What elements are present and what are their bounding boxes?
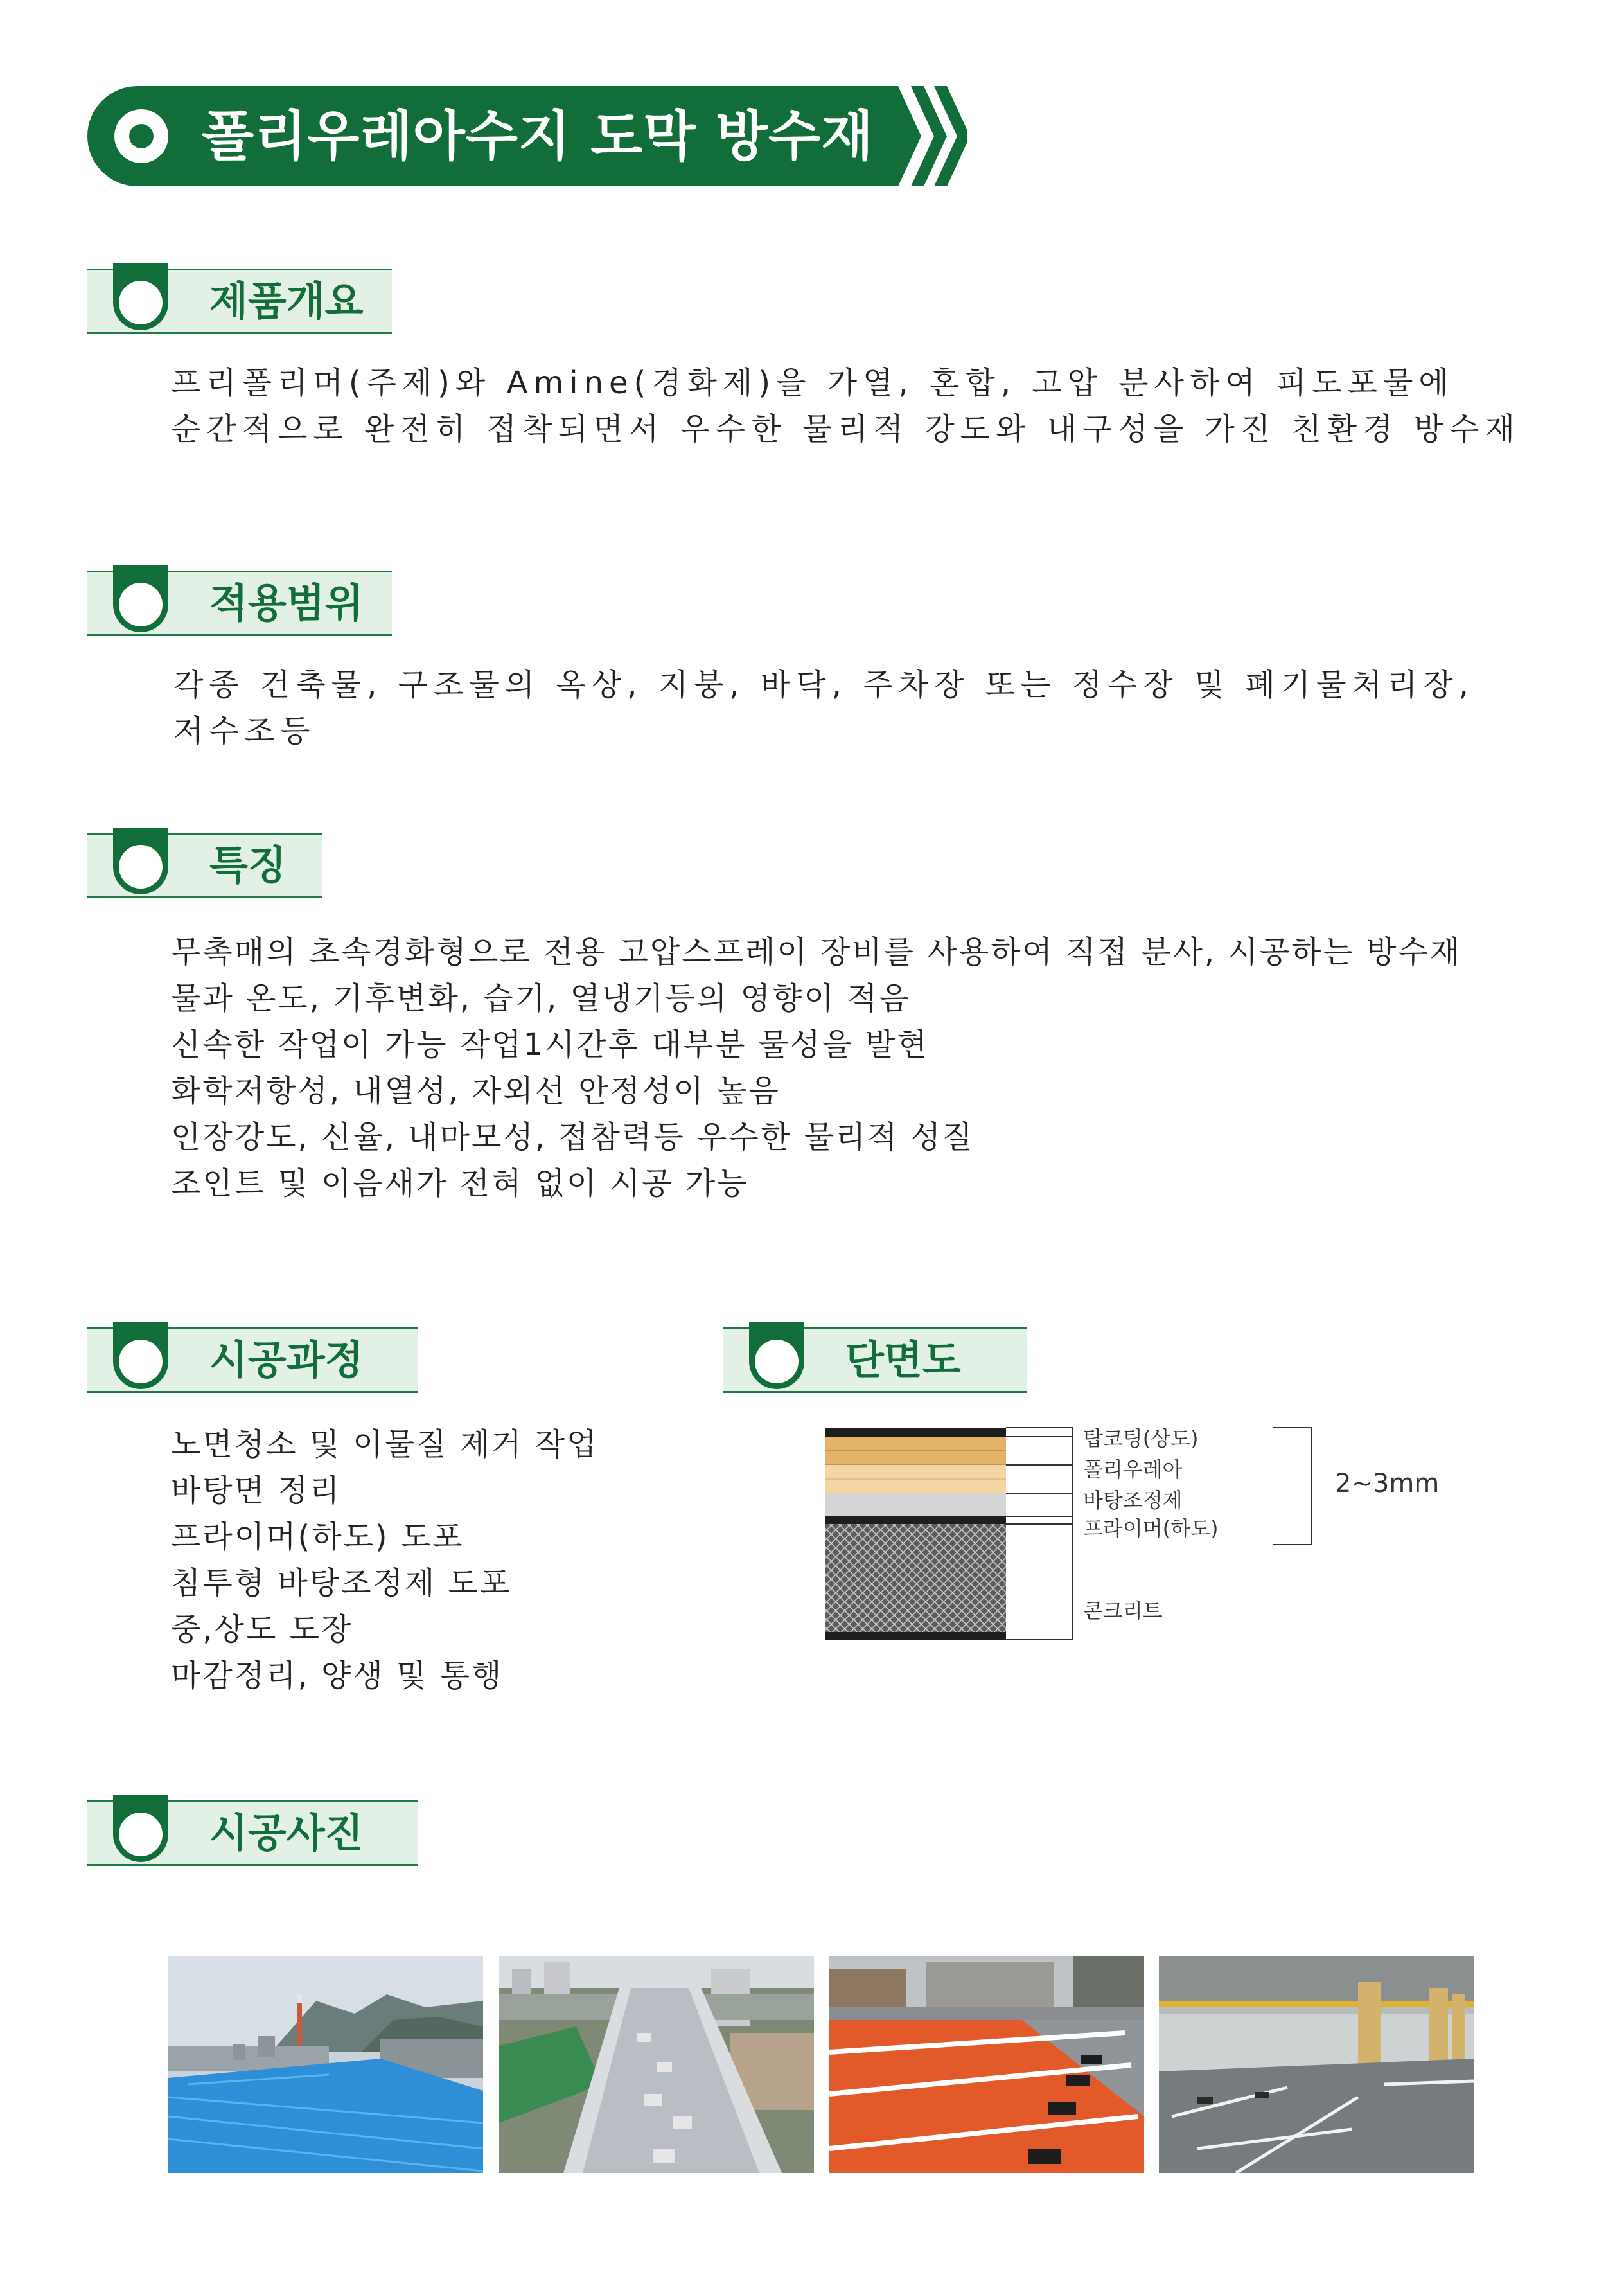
thickness-label: 2~3mm bbox=[1335, 1469, 1440, 1498]
section-header-cross-section bbox=[723, 1322, 1027, 1394]
layer-label-base-adjuster: 바탕조정제 bbox=[1083, 1488, 1183, 1512]
layer-label-primer: 프라이머(하도) bbox=[1083, 1516, 1219, 1541]
section-title: 적용범위 bbox=[209, 580, 364, 626]
section-header-photos bbox=[87, 1795, 418, 1867]
section-header-scope bbox=[87, 565, 392, 637]
top-coat-layer bbox=[825, 1428, 1006, 1437]
section-ring-icon bbox=[113, 828, 168, 894]
feature-item: 화학저항성, 내열성, 자외선 안정성이 높음 bbox=[171, 1073, 781, 1109]
main-banner bbox=[87, 86, 967, 186]
section-header-process bbox=[87, 1322, 418, 1394]
section-ring-icon bbox=[113, 1322, 168, 1389]
ring-icon bbox=[114, 109, 168, 163]
layer-label-polyurea: 폴리우레아 bbox=[1083, 1457, 1183, 1482]
section-title: 시공과정 bbox=[209, 1336, 364, 1383]
primer-layer bbox=[825, 1493, 1006, 1516]
concrete-layer bbox=[825, 1524, 1006, 1632]
section-ring-icon bbox=[749, 1322, 804, 1389]
feature-item: 무촉매의 초속경화형으로 전용 고압스프레이 장비를 사용하여 직접 분사, 시공하는 방수재 bbox=[171, 934, 1462, 970]
process-step: 마감정리, 양생 및 통행 bbox=[171, 1658, 504, 1694]
section-title: 단면도 bbox=[845, 1336, 961, 1383]
page-title: 폴리우레아수지 도막 방수재 bbox=[202, 105, 874, 168]
section-ring-icon bbox=[113, 565, 168, 632]
section-title: 특징 bbox=[209, 842, 287, 889]
overview-line: 순간적으로 완전히 접착되면서 우수한 물리적 강도와 내구성을 가진 친환경 방수재 bbox=[171, 411, 1521, 447]
overview-text bbox=[171, 360, 1521, 452]
process-list bbox=[171, 1421, 598, 1699]
features-list bbox=[171, 929, 1461, 1207]
process-step: 침투형 바탕조정제 도포 bbox=[171, 1565, 512, 1601]
layer-label-concrete: 콘크리트 bbox=[1083, 1599, 1163, 1623]
scope-text bbox=[173, 662, 1474, 754]
section-title: 시공사진 bbox=[209, 1809, 364, 1856]
feature-item: 신속한 작업이 가능 작업1시간후 대부분 물성을 발현 bbox=[171, 1027, 929, 1063]
section-header-features bbox=[87, 828, 322, 900]
scope-line: 저수조등 bbox=[173, 713, 316, 749]
gray-rooftop-photo bbox=[499, 1956, 814, 2173]
indoor-parking-garage-photo bbox=[1159, 1956, 1474, 2173]
section-ring-icon bbox=[113, 263, 168, 330]
section-title: 제품개요 bbox=[209, 278, 364, 324]
section-header-overview bbox=[87, 263, 392, 335]
feature-item: 인장강도, 신율, 내마모성, 접참력등 우수한 물리적 성질 bbox=[171, 1119, 975, 1155]
feature-item: 물과 온도, 기후변화, 습기, 열냉기등의 영향이 적음 bbox=[171, 980, 911, 1016]
process-step: 노면청소 및 이물질 제거 작업 bbox=[171, 1426, 599, 1462]
orange-parking-deck-photo bbox=[829, 1956, 1144, 2173]
section-ring-icon bbox=[113, 1795, 168, 1862]
scope-line: 각종 건축물, 구조물의 옥상, 지붕, 바닥, 주차장 또는 정수장 및 폐기물처리장, bbox=[173, 667, 1474, 703]
process-step: 중,상도 도장 bbox=[171, 1611, 353, 1647]
blue-metal-roof-photo bbox=[168, 1956, 483, 2173]
feature-item: 조인트 및 이음새가 전혀 없이 시공 가능 bbox=[171, 1166, 749, 1202]
process-step: 프라이머(하도) 도포 bbox=[171, 1519, 464, 1555]
overview-line: 프리폴리머(주제)와 Amine(경화제)을 가열, 혼합, 고압 분사하여 피도포물에 bbox=[171, 365, 1454, 401]
process-step: 바탕면 정리 bbox=[171, 1473, 342, 1509]
cross-section-diagram bbox=[822, 1426, 1478, 1683]
layer-label-top-coat: 탑코팅(상도) bbox=[1083, 1426, 1199, 1451]
